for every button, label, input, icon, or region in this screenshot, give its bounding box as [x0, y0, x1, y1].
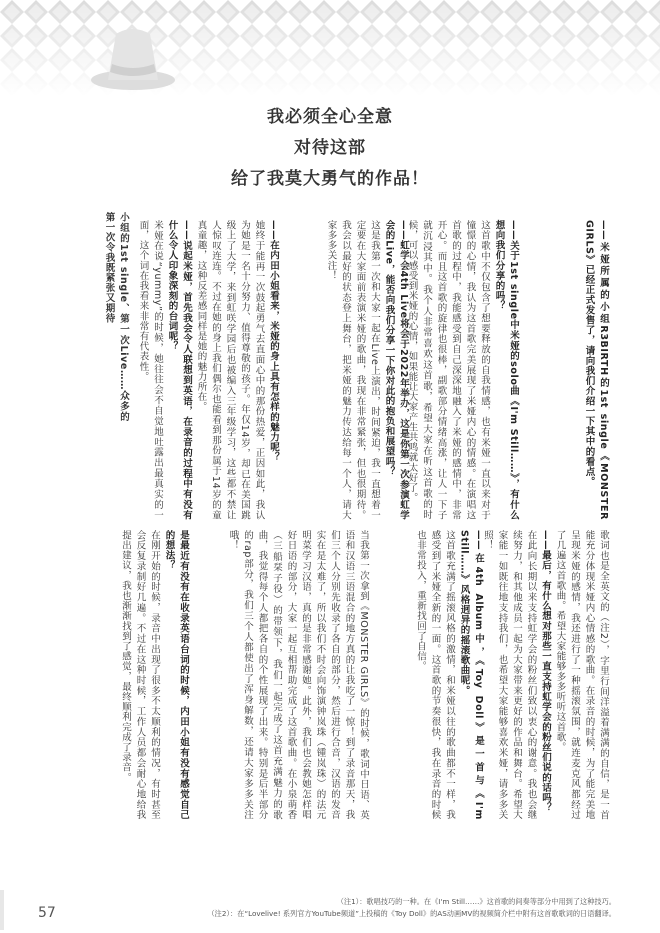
- sidebar-question-2: ——说起米娅，首先我会令人联想到英语，在录音的过程中有没有什么令人印象深刻的台词呢？: [166, 220, 192, 520]
- answer-3: 这首歌充满了摇滚风格的激情，和米娅以往的歌曲都不一样，我感受到了米娅全新的一面。这首歌的节奏很快，我在录音的时候也非常投入，重新找回了自信。: [415, 530, 455, 820]
- footnote-2: （注2）：在“Lovelive! 系列官方YouTube频道”上投稿的《Toy Doll》的AS动画MV的视频简介栏中附有这首歌歌词的日语翻译。: [207, 909, 616, 918]
- answer-5: 在此向长期以来支持虹学会的粉丝们致以衷心的谢意。我也会继续努力，和其他成员一起为大家带来更好的作品和舞台。希望大家能一如既往地支持我们，也希望大家能够喜欢米娅，请多多关照！: [482, 530, 537, 820]
- question-5: ——最后，有什么想对那些一直支持虹学会的粉丝们说的话吗？: [540, 530, 551, 813]
- answer-2: 这首歌中不仅包含了想要释放的自我情感，也有米娅一直以来对于憧憬的心情，我认为这首歌完美展现了米娅内心的情感。在演唱这首歌的过程中，我能感受到自己深深地融入了米娅的感情中，非常开心。而且这首歌的旋律也很棒，副歌部分情绪高涨，让人一下子就沉浸其中。我个人非常喜欢这首歌，希望大家在听这首歌的时候，可以感受到米娅的心情，如果能让大家产生共鸣就太好了。: [406, 220, 490, 520]
- pull-quote: [100, 212, 130, 422]
- title-line-3: 给了我莫大勇气的作品！: [231, 169, 429, 189]
- sidebar-answer-2: 米娅在说“yummy”的时候，她往往会不自觉地吐露出最真实的一面，这个词在我看来非常有代表性。: [137, 220, 163, 520]
- article-body: [100, 220, 610, 820]
- sidebar-answer: 她终于能再一次鼓起勇气去直面心中的那份热爱，正因如此，我认为她是一名十分努力、值得尊敬的孩子。年仅14岁，却已在美国跳级上了大学，来到虹咲学园后也被编入三年级学习，这些都不禁让人惊叹连连。不过在她的身上我们偶尔也能看到那份属于14岁的童真童趣，这种反差感同样是她的魅力所在。: [195, 220, 265, 520]
- hat-decoration-icon: [88, 22, 178, 98]
- sidebar-block-lower: [100, 530, 190, 820]
- question-4: ——虹学会4th Live将会于2022年举办，这是你第一次参演虹学会的Live，能否向我们分享一下你对此的抱负和展望吗？: [383, 220, 409, 520]
- answer-1: 当我第一次拿到《MONSTER GIRLS》的时候，歌词中日语、英语和汉语三语混合的地方真的让我吃了一惊！到了录音那天，我们三个人分别先收录了各自的部分，然后进行合音，汉语的发音实在是太难了，所以我们不时会向饰演钟岚珠（锺岚珠）的法元明菜学习汉语，真的是非常感谢她。此外，我们也会教她怎样唱好日语的部分，大家一起互相帮助完成了这首歌曲。在小泉萌香（三船栞子役）的带领下，我们一起完成了这首充满魅力的歌曲，我觉得每个人都把各自的个性展现了出来。特别是后半部分的rap部分，我们三个人都使出了浑身解数，还请大家多多关注哦！: [227, 530, 369, 820]
- question-3: ——在4th Album中，《Toy Doll》是一首与《I'm Still……》风格迥异的摇滚歌曲呢。: [458, 530, 484, 820]
- pull-quote-text: 小组的1st single、第一次Live……众多的第一次令我既紧张又期待: [103, 212, 129, 422]
- sidebar-question-4: 是最近有没有在收录英语台词的时候，内田小姐有没有感觉自己的想法？: [163, 530, 189, 820]
- sidebar-question: ——在内田小姐看来，米娅的身上具有怎样的魅力呢？: [268, 220, 279, 463]
- sidebar-block: [105, 220, 280, 520]
- article-title: [0, 102, 660, 195]
- interview-block-1: [525, 220, 610, 520]
- footnotes: [207, 896, 616, 920]
- footer-divider: [0, 890, 4, 930]
- page-number: 57: [38, 905, 56, 921]
- answer-4: 这是我第一次和大家一起在Live上演出，时间紧迫，我一直想着一定要在大家面前表演米娅的歌曲，我现在非常紧张，但也很期待。我会以最好的状态登上舞台，把米娅的魅力传达给每一个人，请大家多多关注！: [325, 220, 380, 520]
- interview-block-3: [380, 530, 485, 820]
- title-line-2: 对待这部: [294, 138, 366, 158]
- footnote-1: （注1）：歌唱技巧的一种。在《I'm Still……》这首歌的间奏等部分中用到了这种技巧。: [336, 897, 616, 906]
- answer-6: 歌词也是全英文的（注2），字里行间洋溢着满满的自信，是一首能充分体现米娅内心情感的歌曲。在录音的时候，为了能完美地呈现米娅的感情，我还进行了一种摇滚氛围，就连麦克风都经过了几遍这首歌曲。希望大家能够多多听听这首歌。: [554, 530, 609, 820]
- title-line-1: 我必须全心全意: [267, 107, 393, 127]
- question-2: ——关于1st single中米娅的solo曲《I'm Still……》，有什么想向我们分享的吗？: [493, 220, 519, 520]
- interview-block-1-answer: [200, 530, 370, 820]
- question-1: ——米娅所属的小组R3BIRTH的1st single《MONSTER GIRLS》已经正式发售了，请向我们介绍一下其中的看点。: [583, 220, 609, 520]
- interview-block-4: [290, 220, 410, 520]
- sidebar-answer-4: 在刚开始的时候，录音中出现了很多不太顺利的情况，有时甚至会反复录制好几遍。不过在这种时候，工作人员都会耐心地给我提出建议，我也渐渐找到了感觉，最终顺利完成了录音。: [120, 530, 160, 820]
- interview-block-2: [406, 220, 520, 520]
- interview-block-6: [482, 530, 610, 820]
